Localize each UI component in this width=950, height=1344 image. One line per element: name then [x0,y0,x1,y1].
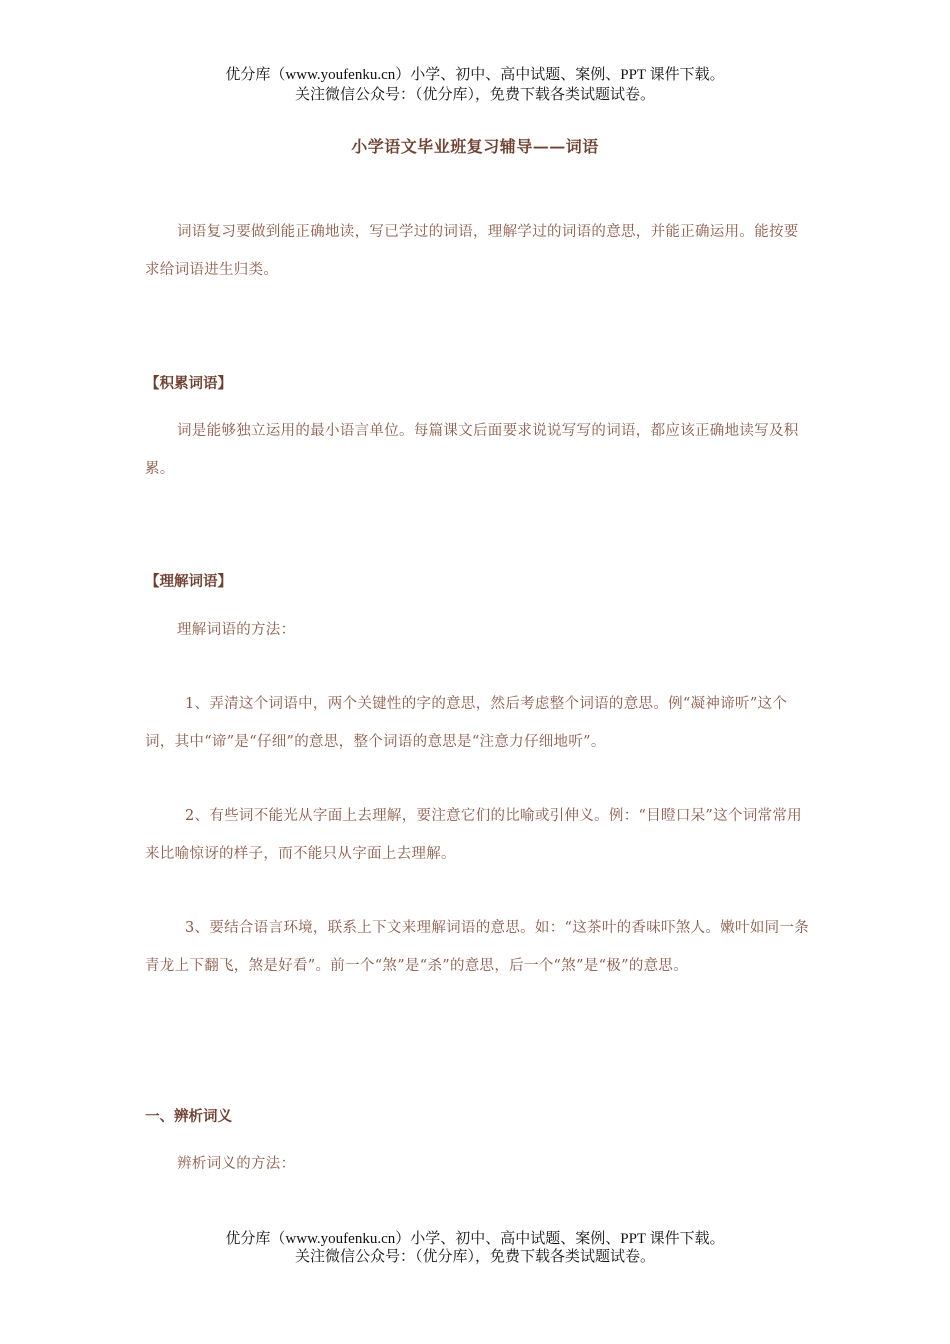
section-heading-understand: 【理解词语】 [145,573,232,590]
footer-line-2: 关注微信公众号：（优分库），免费下载各类试题试卷。 [294,1249,655,1265]
understand-method-label: 理解词语的方法： [177,622,296,638]
understand-item-2: 2、有些词不能光从字面上去理解，要注意它们的比喻或引伸义。例：“目瞪口呆”这个词常常用来比喻惊讶的样子，而不能只从字面上去理解。 [145,808,802,862]
intro-paragraph: 词语复习要做到能正确地读，写已学过的词语，理解学过的词语的意思，并能正确运用。能按要求给词语进生归类。 [145,224,799,278]
footer-line-1: 优分库（www.youfenku.cn）小学、初中、高中试题、案例、PPT 课件下载。 [225,1231,725,1247]
accumulate-paragraph: 词是能够独立运用的最小语言单位。每篇课文后面要求说说写写的词语，都应该正确地读写及积累。 [145,423,799,477]
document-title: 小学语文毕业班复习辅导——词语 [351,137,599,156]
understand-item-3: 3、要结合语言环境，联系上下文来理解词语的意思。如：“这茶叶的香味吓煞人。嫩叶如同一条青龙上下翻飞，煞是好看”。前一个“煞”是“杀”的意思，后一个“煞”是“极”的意思。 [145,920,810,974]
section-heading-accumulate: 【积累词语】 [145,375,232,392]
header-line-2: 关注微信公众号：（优分库），免费下载各类试题试卷。 [294,87,655,103]
header-line-1: 优分库（www.youfenku.cn）小学、初中、高中试题、案例、PPT 课件下载。 [225,67,725,83]
understand-item-1: 1、弄清这个词语中，两个关键性的字的意思，然后考虑整个词语的意思。例“凝神谛听”这个词，其中“谛”是“仔细”的意思，整个词语的意思是“注意力仔细地听”。 [145,696,788,750]
distinguish-method-label: 辨析词义的方法： [177,1156,296,1172]
section-heading-distinguish: 一、辨析词义 [145,1108,232,1125]
